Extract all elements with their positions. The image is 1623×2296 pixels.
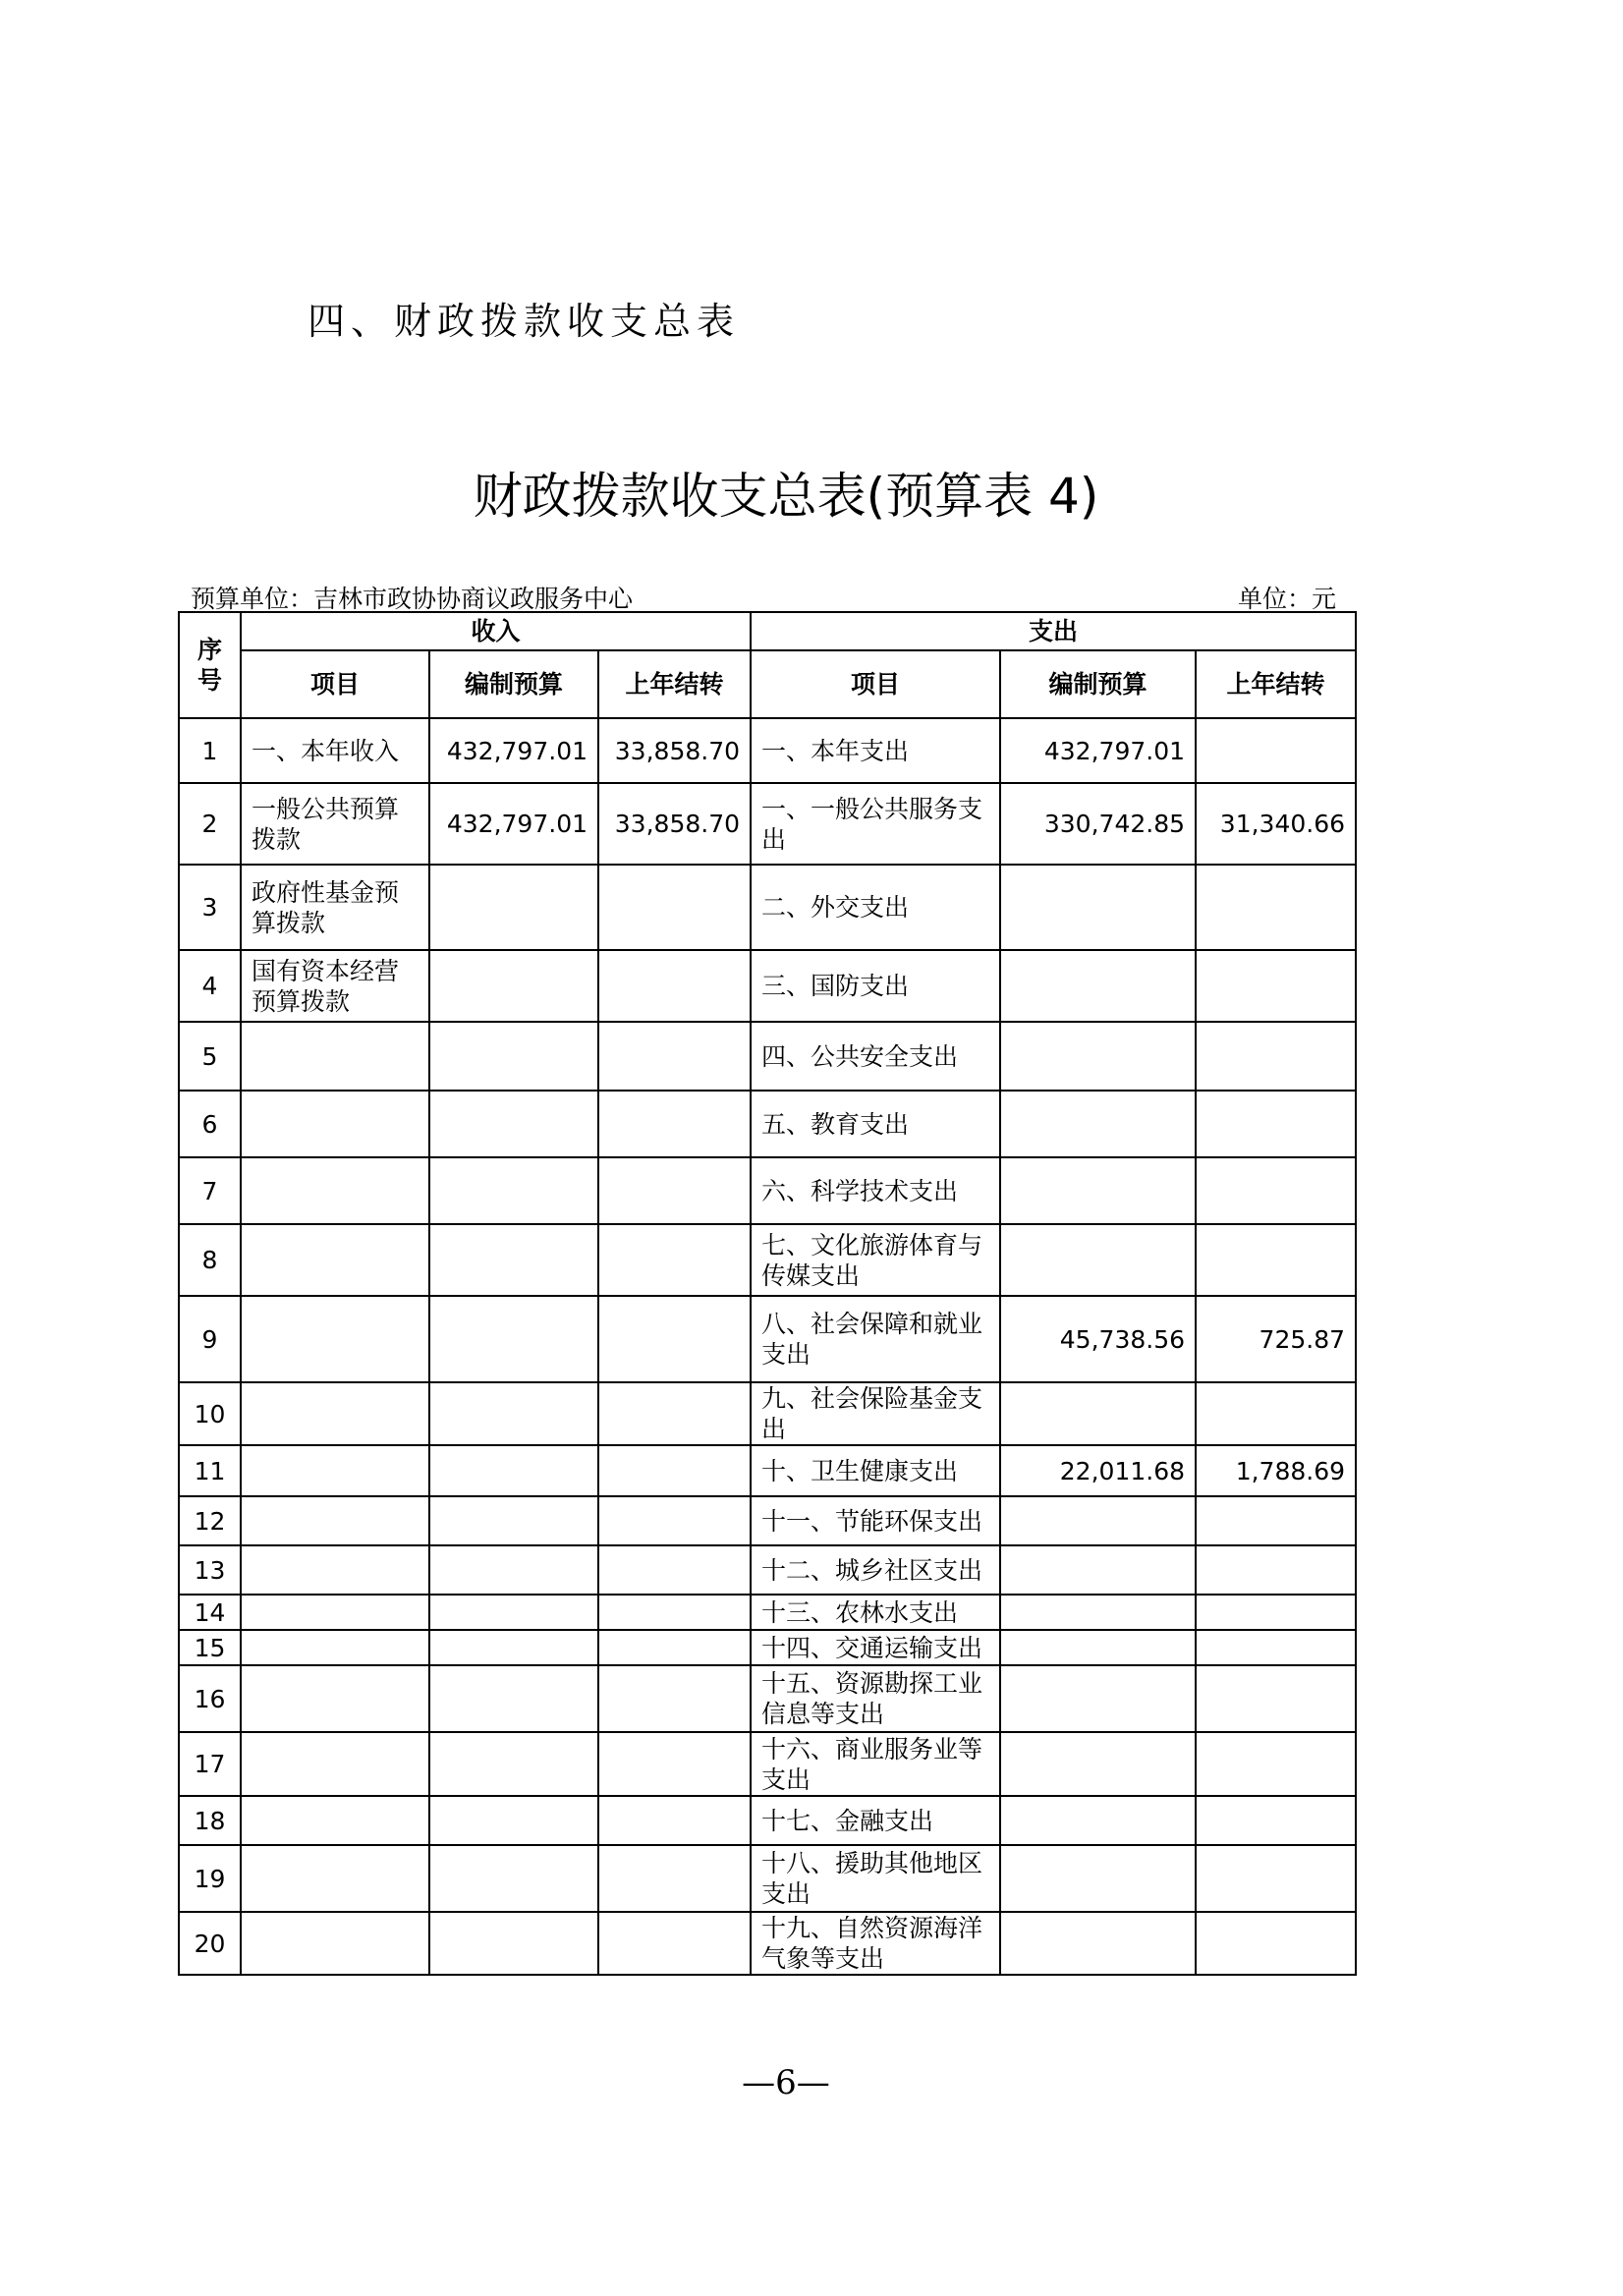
cell-seq: 7: [179, 1157, 241, 1224]
cell-expenditure-carryover: [1196, 1732, 1356, 1796]
cell-seq: 15: [179, 1630, 241, 1665]
cell-expenditure-budget: [1000, 1157, 1196, 1224]
cell-expenditure-budget: [1000, 1796, 1196, 1845]
cell-income-item: [241, 1296, 429, 1382]
cell-income-carryover: [598, 1296, 751, 1382]
table-row: [179, 1445, 1356, 1496]
cell-income-item: [241, 1496, 429, 1545]
table-row: [179, 1545, 1356, 1595]
cell-expenditure-carryover: [1196, 1912, 1356, 1975]
cell-income-item: [241, 1595, 429, 1630]
table-row: [179, 1665, 1356, 1732]
cell-income-budget: [429, 1732, 598, 1796]
cell-expenditure-item: 八、社会保障和就业支出: [751, 1296, 1000, 1382]
section-heading: 四、财政拨款收支总表: [308, 300, 741, 343]
cell-seq: 14: [179, 1595, 241, 1630]
table-row: [179, 1496, 1356, 1545]
cell-expenditure-budget: [1000, 1665, 1196, 1732]
cell-income-item: [241, 1445, 429, 1496]
cell-income-carryover: [598, 1796, 751, 1845]
table-row: [179, 1912, 1356, 1975]
cell-income-budget: [429, 1157, 598, 1224]
cell-expenditure-item: 六、科学技术支出: [751, 1157, 1000, 1224]
cell-expenditure-item: 四、公共安全支出: [751, 1022, 1000, 1091]
cell-income-budget: [429, 1912, 598, 1975]
table-row: [179, 1796, 1356, 1845]
header-income-budget: 编制预算: [429, 650, 598, 718]
cell-expenditure-budget: [1000, 1732, 1196, 1796]
cell-expenditure-item: 十七、金融支出: [751, 1796, 1000, 1845]
cell-expenditure-item: 九、社会保险基金支出: [751, 1382, 1000, 1445]
currency-unit-label: 单位：元: [1238, 585, 1337, 613]
cell-income-carryover: [598, 1665, 751, 1732]
cell-income-item: [241, 1912, 429, 1975]
cell-income-item: [241, 1630, 429, 1665]
cell-seq: 8: [179, 1224, 241, 1296]
cell-seq: 4: [179, 950, 241, 1022]
cell-income-budget: [429, 1545, 598, 1595]
cell-expenditure-carryover: 1,788.69: [1196, 1445, 1356, 1496]
cell-expenditure-carryover: [1196, 1545, 1356, 1595]
cell-income-carryover: [598, 1224, 751, 1296]
cell-expenditure-carryover: [1196, 950, 1356, 1022]
cell-expenditure-budget: [1000, 950, 1196, 1022]
cell-expenditure-carryover: [1196, 1796, 1356, 1845]
cell-income-item: 国有资本经营预算拨款: [241, 950, 429, 1022]
cell-expenditure-budget: [1000, 1382, 1196, 1445]
cell-income-budget: [429, 1224, 598, 1296]
table-title: 财政拨款收支总表(预算表 4): [473, 468, 1099, 525]
cell-seq: 2: [179, 783, 241, 865]
cell-income-carryover: [598, 1595, 751, 1630]
table-row: [179, 1091, 1356, 1157]
table-row: [179, 1157, 1356, 1224]
header-expenditure-item: 项目: [751, 650, 1000, 718]
cell-income-budget: [429, 1796, 598, 1845]
cell-income-item: [241, 1224, 429, 1296]
cell-expenditure-carryover: [1196, 1630, 1356, 1665]
cell-seq: 20: [179, 1912, 241, 1975]
table-row: [179, 950, 1356, 1022]
table-row: [179, 718, 1356, 783]
cell-expenditure-budget: [1000, 1845, 1196, 1912]
cell-income-budget: [429, 1665, 598, 1732]
cell-income-item: [241, 1665, 429, 1732]
cell-expenditure-item: 七、文化旅游体育与传媒支出: [751, 1224, 1000, 1296]
cell-seq: 12: [179, 1496, 241, 1545]
cell-expenditure-item: 十八、援助其他地区支出: [751, 1845, 1000, 1912]
cell-income-budget: [429, 950, 598, 1022]
cell-income-carryover: [598, 1732, 751, 1796]
cell-expenditure-carryover: [1196, 718, 1356, 783]
table-row: [179, 1022, 1356, 1091]
cell-income-carryover: [598, 1091, 751, 1157]
cell-expenditure-budget: 45,738.56: [1000, 1296, 1196, 1382]
cell-expenditure-carryover: [1196, 865, 1356, 950]
table-row: [179, 783, 1356, 865]
table-row: [179, 1224, 1356, 1296]
cell-expenditure-carryover: [1196, 1022, 1356, 1091]
cell-income-budget: [429, 1630, 598, 1665]
cell-seq: 1: [179, 718, 241, 783]
cell-income-item: [241, 1545, 429, 1595]
cell-income-budget: [429, 865, 598, 950]
cell-seq: 11: [179, 1445, 241, 1496]
cell-expenditure-carryover: [1196, 1091, 1356, 1157]
cell-income-item: [241, 1732, 429, 1796]
cell-expenditure-item: 二、外交支出: [751, 865, 1000, 950]
cell-expenditure-budget: [1000, 1595, 1196, 1630]
page-number: —6—: [742, 2063, 830, 2102]
cell-expenditure-carryover: 725.87: [1196, 1296, 1356, 1382]
cell-expenditure-budget: [1000, 1091, 1196, 1157]
header-expenditure-carryover: 上年结转: [1196, 650, 1356, 718]
cell-expenditure-budget: [1000, 1224, 1196, 1296]
cell-seq: 16: [179, 1665, 241, 1732]
header-income-carryover: 上年结转: [598, 650, 751, 718]
cell-expenditure-budget: 22,011.68: [1000, 1445, 1196, 1496]
cell-expenditure-budget: [1000, 1630, 1196, 1665]
budget-unit-label: 预算单位：吉林市政协协商议政服务中心: [191, 585, 634, 613]
cell-income-budget: [429, 1496, 598, 1545]
cell-income-budget: [429, 1296, 598, 1382]
cell-income-carryover: [598, 1445, 751, 1496]
cell-income-budget: [429, 1845, 598, 1912]
table-row: [179, 1296, 1356, 1382]
cell-income-item: 政府性基金预算拨款: [241, 865, 429, 950]
cell-expenditure-item: 十三、农林水支出: [751, 1595, 1000, 1630]
budget-table: [178, 611, 1357, 1976]
header-expenditure: 支出: [751, 612, 1356, 650]
table-row: [179, 1382, 1356, 1445]
cell-expenditure-item: 一、一般公共服务支出: [751, 783, 1000, 865]
cell-seq: 3: [179, 865, 241, 950]
cell-expenditure-budget: [1000, 1496, 1196, 1545]
cell-income-item: 一、本年收入: [241, 718, 429, 783]
cell-income-budget: [429, 1445, 598, 1496]
cell-income-item: [241, 1091, 429, 1157]
cell-income-item: [241, 1382, 429, 1445]
cell-seq: 18: [179, 1796, 241, 1845]
cell-expenditure-carryover: [1196, 1224, 1356, 1296]
cell-income-carryover: [598, 1630, 751, 1665]
cell-income-budget: [429, 1022, 598, 1091]
cell-income-item: [241, 1845, 429, 1912]
cell-expenditure-carryover: [1196, 1595, 1356, 1630]
cell-income-carryover: 33,858.70: [598, 718, 751, 783]
cell-expenditure-item: 十九、自然资源海洋气象等支出: [751, 1912, 1000, 1975]
table-row: [179, 1595, 1356, 1630]
table-body: [179, 718, 1356, 1975]
table-row: [179, 1732, 1356, 1796]
cell-income-budget: [429, 1595, 598, 1630]
cell-income-carryover: [598, 1382, 751, 1445]
cell-expenditure-carryover: [1196, 1157, 1356, 1224]
cell-seq: 17: [179, 1732, 241, 1796]
cell-expenditure-item: 十二、城乡社区支出: [751, 1545, 1000, 1595]
cell-expenditure-budget: 330,742.85: [1000, 783, 1196, 865]
cell-expenditure-carryover: [1196, 1845, 1356, 1912]
table-row: [179, 865, 1356, 950]
cell-income-item: [241, 1022, 429, 1091]
cell-expenditure-item: 十、卫生健康支出: [751, 1445, 1000, 1496]
cell-income-item: 一般公共预算拨款: [241, 783, 429, 865]
cell-expenditure-carryover: [1196, 1496, 1356, 1545]
cell-income-budget: 432,797.01: [429, 783, 598, 865]
cell-income-budget: [429, 1091, 598, 1157]
cell-seq: 13: [179, 1545, 241, 1595]
header-income-item: 项目: [241, 650, 429, 718]
cell-expenditure-item: 五、教育支出: [751, 1091, 1000, 1157]
cell-expenditure-budget: 432,797.01: [1000, 718, 1196, 783]
cell-income-item: [241, 1157, 429, 1224]
cell-income-carryover: [598, 1845, 751, 1912]
header-expenditure-budget: 编制预算: [1000, 650, 1196, 718]
cell-seq: 5: [179, 1022, 241, 1091]
cell-income-budget: [429, 1382, 598, 1445]
cell-income-carryover: [598, 865, 751, 950]
cell-income-budget: 432,797.01: [429, 718, 598, 783]
cell-expenditure-carryover: 31,340.66: [1196, 783, 1356, 865]
cell-income-carryover: [598, 950, 751, 1022]
cell-income-carryover: [598, 1545, 751, 1595]
cell-seq: 9: [179, 1296, 241, 1382]
cell-seq: 10: [179, 1382, 241, 1445]
cell-expenditure-item: 十六、商业服务业等支出: [751, 1732, 1000, 1796]
cell-expenditure-budget: [1000, 865, 1196, 950]
cell-expenditure-budget: [1000, 1912, 1196, 1975]
header-income: 收入: [241, 612, 751, 650]
cell-expenditure-budget: [1000, 1022, 1196, 1091]
cell-expenditure-carryover: [1196, 1382, 1356, 1445]
cell-seq: 6: [179, 1091, 241, 1157]
table-row: [179, 1630, 1356, 1665]
header-seq: 序号: [179, 612, 241, 718]
cell-expenditure-item: 十五、资源勘探工业信息等支出: [751, 1665, 1000, 1732]
cell-income-carryover: [598, 1157, 751, 1224]
cell-income-carryover: [598, 1912, 751, 1975]
cell-income-item: [241, 1796, 429, 1845]
cell-income-carryover: [598, 1022, 751, 1091]
cell-seq: 19: [179, 1845, 241, 1912]
cell-expenditure-item: 十一、节能环保支出: [751, 1496, 1000, 1545]
cell-income-carryover: [598, 1496, 751, 1545]
cell-expenditure-item: 十四、交通运输支出: [751, 1630, 1000, 1665]
cell-expenditure-item: 三、国防支出: [751, 950, 1000, 1022]
cell-expenditure-item: 一、本年支出: [751, 718, 1000, 783]
cell-expenditure-budget: [1000, 1545, 1196, 1595]
cell-income-carryover: 33,858.70: [598, 783, 751, 865]
table-row: [179, 1845, 1356, 1912]
cell-expenditure-carryover: [1196, 1665, 1356, 1732]
